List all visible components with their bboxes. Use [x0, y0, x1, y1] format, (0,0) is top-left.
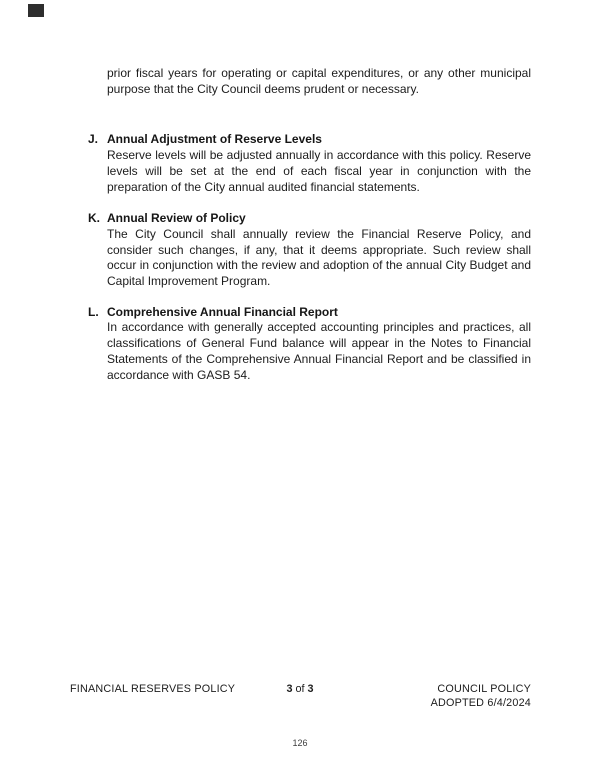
section-k: [88, 211, 531, 290]
document-body: [88, 66, 531, 383]
footer-page-current: 3: [286, 683, 293, 695]
section-body: In accordance with generally accepted accounting principles and practices, all classifications of General Fund balance will appear in the Notes to Financial Statements of the Comprehensive Annual Financial Report and be classified in accordance with GASB 54.: [107, 320, 531, 382]
footer-page-total: 3: [307, 683, 314, 695]
section-letter: J.: [88, 132, 99, 147]
footer-page-of: of: [295, 683, 305, 695]
section-title: Comprehensive Annual Financial Report: [107, 304, 338, 319]
scan-artifact-mark: [28, 4, 44, 17]
section-title: Annual Review of Policy: [107, 211, 246, 226]
section-body: Reserve levels will be adjusted annually in accordance with this policy. Reserve levels will be set at the end of each fiscal year in conjunction with the preparation of the City annual audited financial statements.: [107, 148, 531, 194]
section-heading: [88, 132, 531, 148]
section-heading: [88, 211, 531, 227]
section-heading: [88, 305, 531, 321]
section-j: [88, 132, 531, 195]
pdf-page-number: 126: [292, 738, 308, 748]
section-body: The City Council shall annually review the Financial Reserve Policy, and consider such changes, if any, that it deems appropriate. Such review shall occur in conjunction with the review and adoption of the annual City Budget and Capital Improvement Program.: [107, 226, 531, 289]
section-title: Annual Adjustment of Reserve Levels: [107, 132, 322, 147]
section-letter: K.: [88, 211, 100, 226]
intro-paragraph: prior fiscal years for operating or capital expenditures, or any other municipal purpose that the City Council deems prudent or necessary.: [107, 66, 531, 96]
section-l: [88, 305, 531, 384]
footer-doc-title: FINANCIAL RESERVES POLICY: [70, 683, 236, 695]
footer-council-policy: COUNCIL POLICY: [437, 683, 531, 695]
footer-adopted-date: ADOPTED 6/4/2024: [430, 697, 531, 709]
footer-right-block: [431, 682, 531, 710]
section-letter: L.: [88, 304, 99, 319]
